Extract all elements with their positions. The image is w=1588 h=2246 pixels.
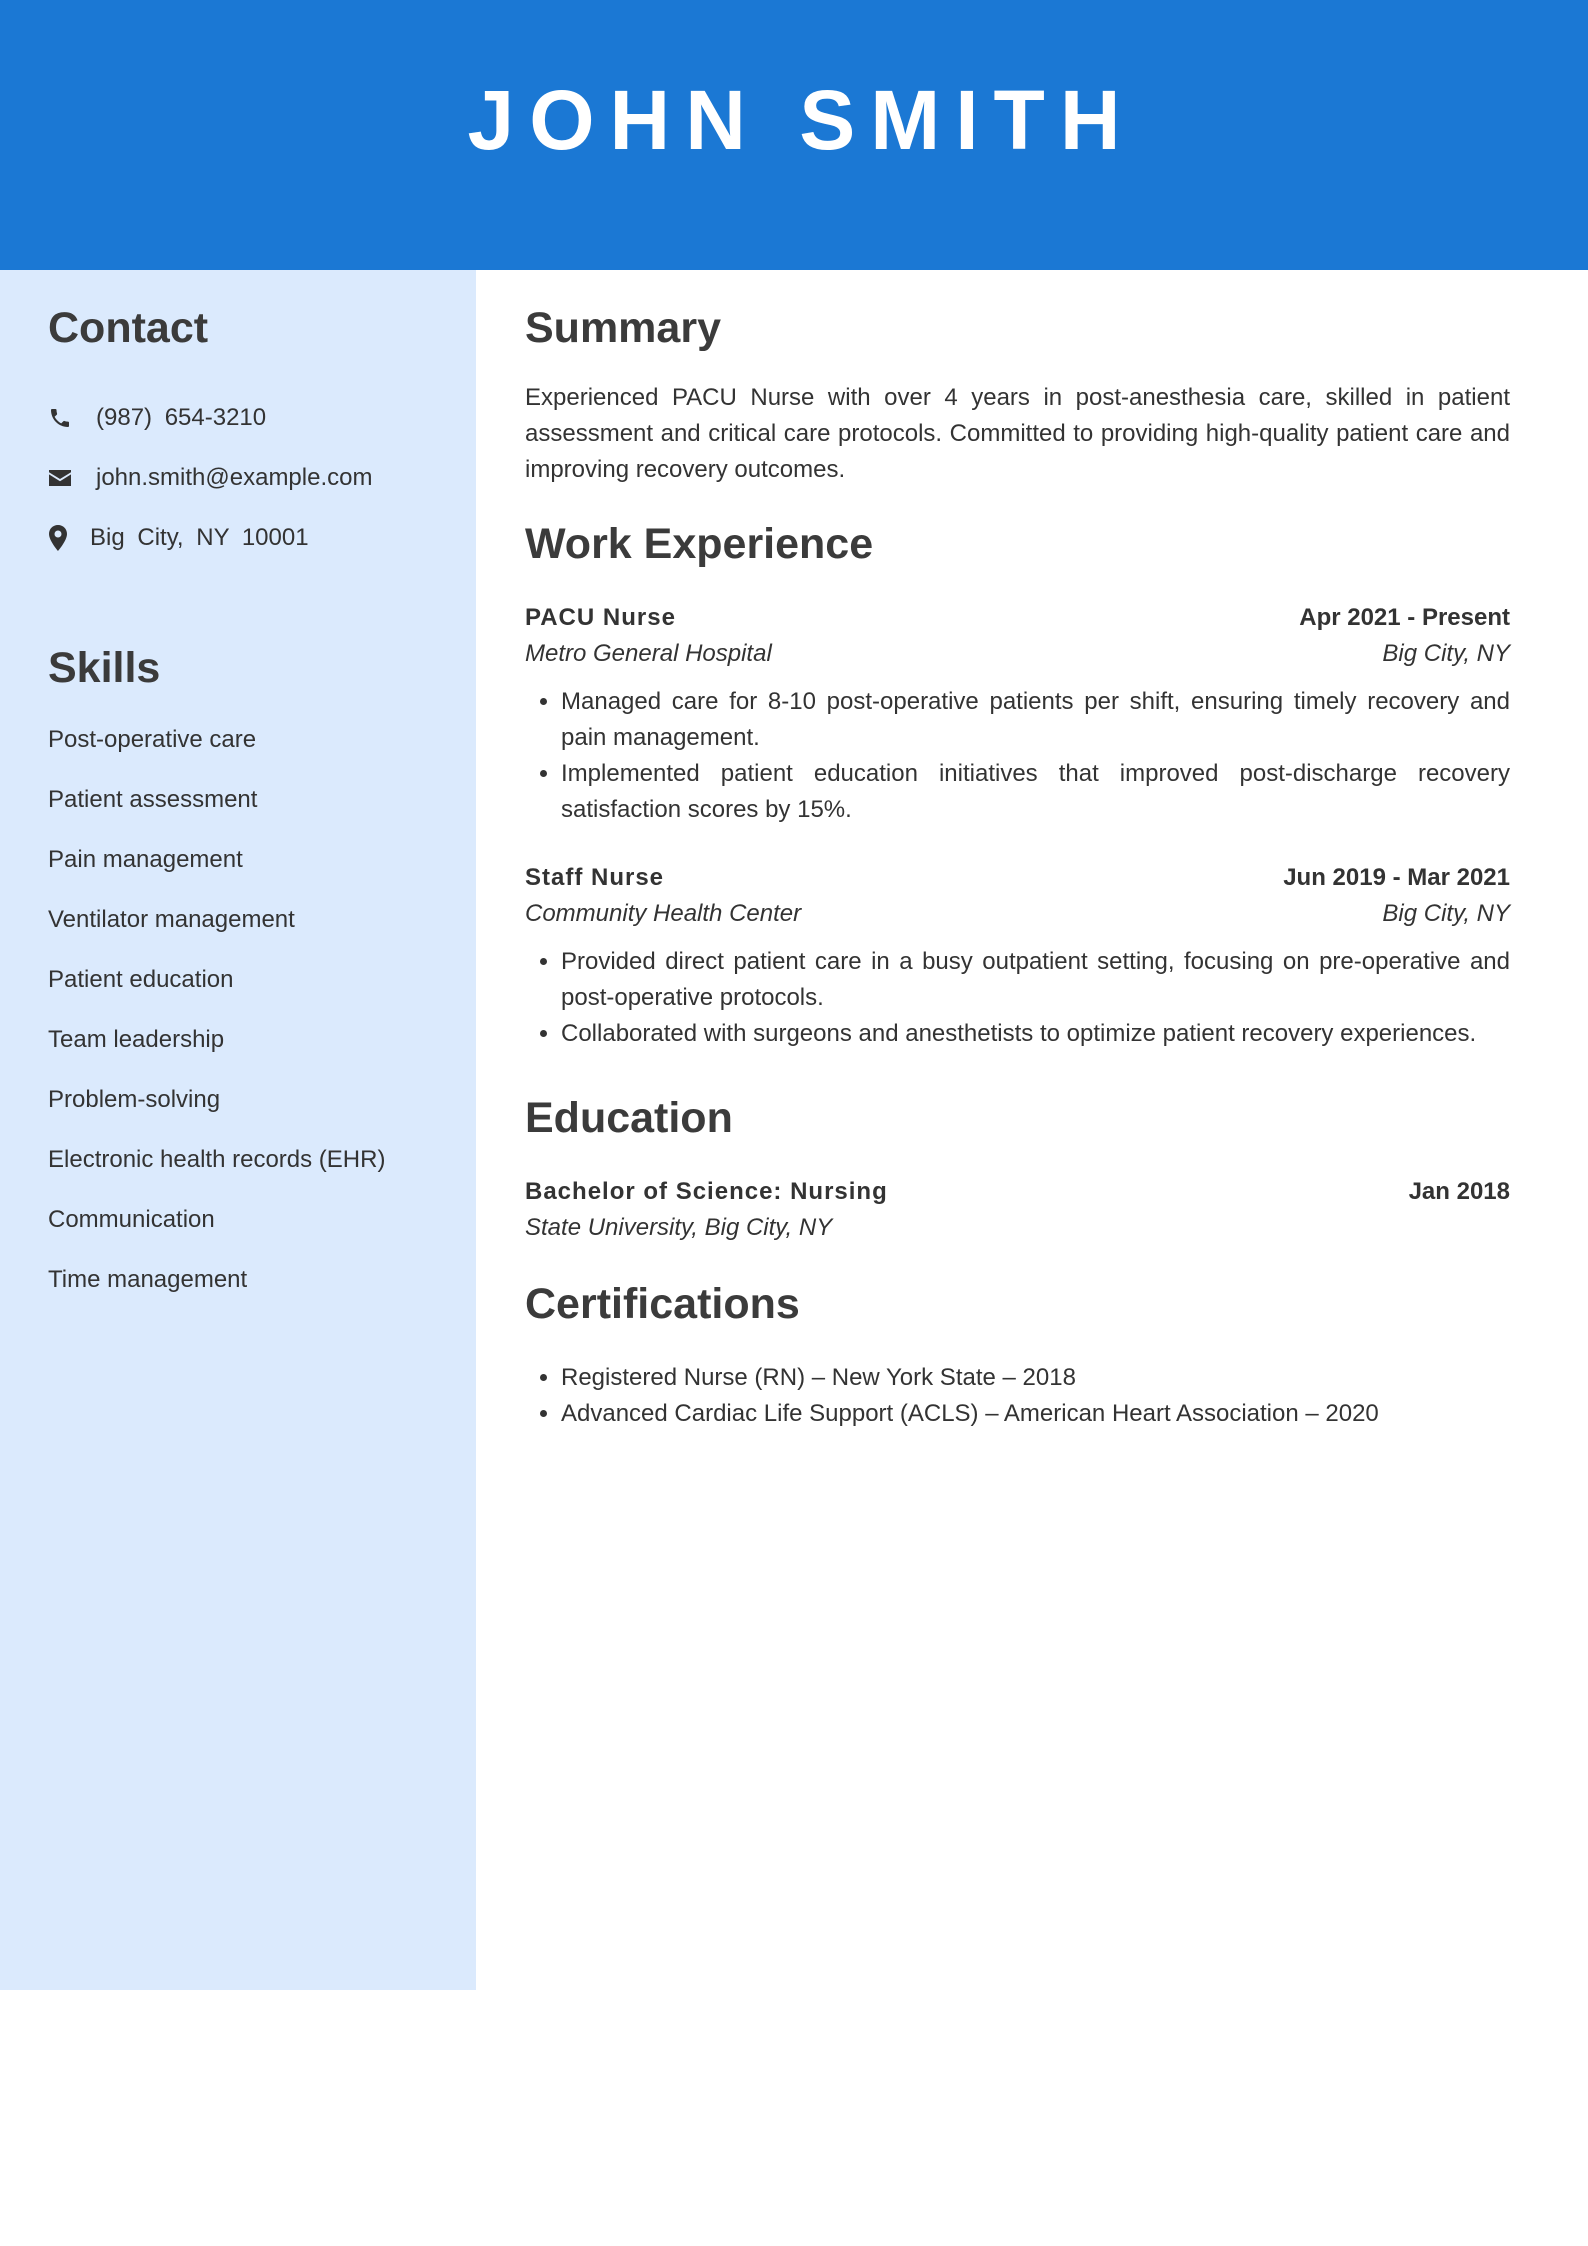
contact-heading: Contact (48, 304, 209, 352)
skill-item: Pain management (48, 846, 243, 873)
phone-text: (987) 654-3210 (96, 404, 267, 431)
skill-item: Ventilator management (48, 906, 295, 933)
job-location: Big City, NY (1382, 900, 1510, 927)
job-employer: Community Health Center (525, 900, 802, 927)
certification-item: • Registered Nurse (RN) – New York State – 2018 (561, 1360, 1510, 1396)
job-location: Big City, NY (1382, 640, 1510, 667)
job-title: PACU Nurse (525, 604, 676, 631)
job-title: Staff Nurse (525, 864, 665, 891)
skill-item: Time management (48, 1266, 248, 1293)
job-dates: Apr 2021 - Present (1299, 604, 1510, 631)
job-bullet: • Provided direct patient care in a busy outpatient setting, focusing on pre-operative and post-operative protocols. (561, 944, 1510, 1016)
contact-email (48, 448, 428, 508)
main-content (525, 270, 1510, 1432)
job-bullet: • Managed care for 8-10 post-operative patients per shift, ensuring timely recovery and pain management. (561, 684, 1510, 756)
skill-item: Problem-solving (48, 1086, 221, 1113)
education-heading: Education (525, 1094, 733, 1142)
job-dates: Jun 2019 - Mar 2021 (1283, 864, 1510, 891)
work-experience-heading: Work Experience (525, 520, 874, 568)
job-entry (525, 860, 1510, 1052)
job-bullets (525, 684, 1510, 828)
skill-item: Post-operative care (48, 726, 257, 753)
summary-text: Experienced PACU Nurse with over 4 years in post-anesthesia care, skilled in patient assessment and critical care protocols. Committed to providing high-quality patient care and improving recovery outcomes. (525, 384, 1510, 483)
job-bullet: • Implemented patient education initiatives that improved post-discharge recovery satisfaction scores by 15%. (561, 756, 1510, 828)
skill-item: Patient education (48, 966, 234, 993)
certifications-heading: Certifications (525, 1280, 800, 1328)
graduation-date: Jan 2018 (1408, 1178, 1510, 1205)
job-entry (525, 600, 1510, 828)
header-banner (0, 0, 1588, 270)
phone-icon (48, 406, 96, 430)
envelope-icon (48, 468, 96, 488)
skills-heading: Skills (48, 644, 161, 692)
education-entry (525, 1174, 1510, 1246)
job-bullet: • Collaborated with surgeons and anesthetists to optimize patient recovery experiences. (561, 1016, 1510, 1052)
email-text: john.smith@example.com (96, 464, 373, 491)
degree: Bachelor of Science: Nursing (525, 1178, 888, 1205)
skill-item: Electronic health records (EHR) (48, 1146, 386, 1173)
summary-heading: Summary (525, 304, 721, 352)
skills-list (48, 722, 428, 1322)
job-bullets (525, 944, 1510, 1052)
school: State University, Big City, NY (525, 1214, 833, 1241)
sidebar (0, 270, 476, 1990)
skill-item: Communication (48, 1206, 215, 1233)
contact-phone (48, 388, 428, 448)
map-pin-icon (48, 525, 90, 551)
skill-item: Patient assessment (48, 786, 258, 813)
contact-list (48, 388, 428, 568)
location-text: Big City, NY 10001 (90, 524, 309, 551)
certification-item: • Advanced Cardiac Life Support (ACLS) – American Heart Association – 2020 (561, 1396, 1510, 1432)
certifications-list (525, 1360, 1510, 1432)
contact-location (48, 508, 428, 568)
candidate-name: JOHN SMITH (467, 72, 1136, 167)
job-employer: Metro General Hospital (525, 640, 772, 667)
skill-item: Team leadership (48, 1026, 225, 1053)
